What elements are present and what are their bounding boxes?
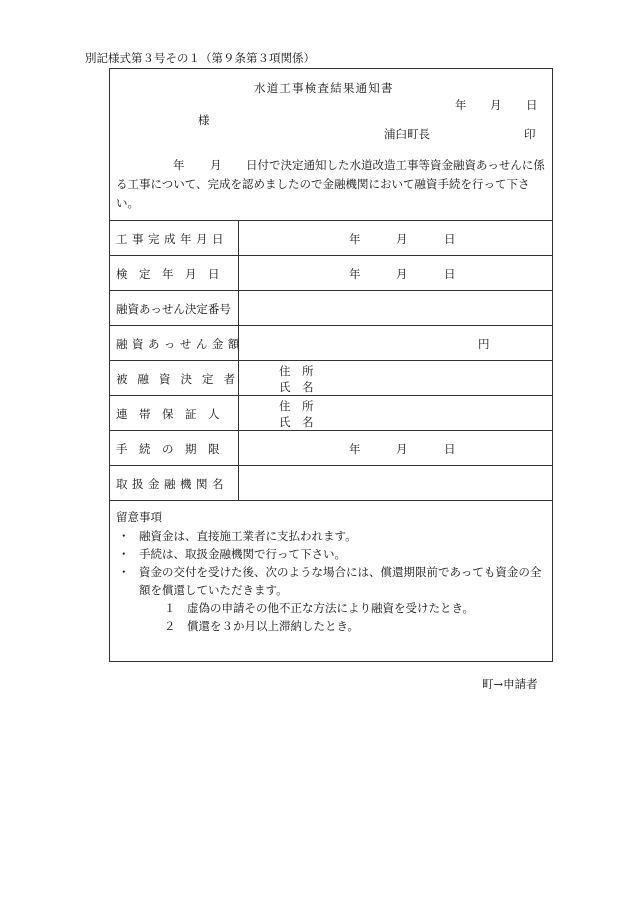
table-rule [109, 290, 553, 291]
row-label-inspection-date: 検 定 年 月 日 [116, 267, 220, 281]
inspection-date-month: 月 [396, 267, 408, 281]
row-label-guarantor: 連 帯 保 証 人 [116, 407, 220, 421]
header-date-day: 日 [526, 98, 538, 112]
note-item-2: 手続は、取扱金融機関で行って下さい。 [139, 547, 346, 561]
completion-date-month: 月 [396, 232, 408, 246]
note-bullet: ・ [118, 547, 130, 561]
table-rule [109, 465, 553, 466]
table-rule [109, 255, 553, 256]
row-label-decision-number: 融資あっせん決定番号 [116, 302, 231, 316]
deadline-year: 年 [349, 442, 361, 456]
inspection-date-day: 日 [444, 267, 456, 281]
row-label-borrower: 被融資決定者 [116, 372, 245, 386]
note-bullet: ・ [118, 529, 130, 543]
row-label-completion-date: 工事完成年月日 [116, 232, 228, 246]
addressee-suffix: 様 [198, 113, 210, 127]
borrower-name-label: 氏 名 [279, 380, 314, 394]
completion-date-day: 日 [444, 232, 456, 246]
row-label-financial-institution: 取扱金融機関名 [116, 477, 228, 491]
note-sub-item-2: ２ 償還を３か月以上滞納したとき。 [164, 619, 360, 633]
guarantor-address-label: 住 所 [279, 399, 314, 413]
header-date-month: 月 [490, 98, 502, 112]
table-rule [109, 500, 553, 501]
deadline-day: 日 [444, 442, 456, 456]
table-rule [109, 430, 553, 431]
table-rule [109, 220, 553, 221]
body-month: 月 [210, 158, 222, 172]
body-line-1: 日付で決定通知した水道改造工事等資金融資あっせんに係 [246, 158, 545, 172]
body-line-3: い。 [116, 196, 139, 210]
notes-heading: 留意事項 [116, 510, 162, 524]
completion-date-year: 年 [349, 232, 361, 246]
body-year: 年 [173, 158, 185, 172]
header-date-year: 年 [455, 98, 467, 112]
note-bullet: ・ [118, 565, 130, 579]
note-sub-item-1: １ 虚偽の申請その他不正な方法により融資を受けたとき。 [164, 601, 475, 615]
note-item-3-continued: 額を償還していただきます。 [139, 583, 288, 597]
row-label-procedure-deadline: 手 続 の 期 限 [116, 442, 220, 456]
note-item-1: 融資金は、直接施工業者に支払われます。 [139, 529, 357, 543]
body-line-2: る工事について、完成を認めましたので金融機関において融資手続を行って下さ [116, 177, 530, 191]
borrower-address-label: 住 所 [279, 364, 314, 378]
table-rule [109, 325, 553, 326]
issuer-seal: 印 [524, 127, 536, 141]
table-column-divider [238, 220, 239, 500]
inspection-date-year: 年 [349, 267, 361, 281]
routing-note: 町→申請者 [482, 677, 538, 691]
row-label-loan-amount: 融資あっせん金額 [116, 337, 244, 351]
guarantor-name-label: 氏 名 [279, 415, 314, 429]
document-title: 水道工事検査結果通知書 [254, 81, 394, 95]
note-item-3: 資金の交付を受けた後、次のような場合には、償還期限前であっても資金の全 [139, 565, 542, 579]
form-caption: 別記様式第３号その１（第９条第３項関係） [85, 51, 315, 65]
deadline-month: 月 [396, 442, 408, 456]
table-rule [109, 360, 553, 361]
loan-amount-unit: 円 [478, 337, 490, 351]
table-rule [109, 395, 553, 396]
issuer-name: 浦臼町長 [384, 127, 430, 141]
